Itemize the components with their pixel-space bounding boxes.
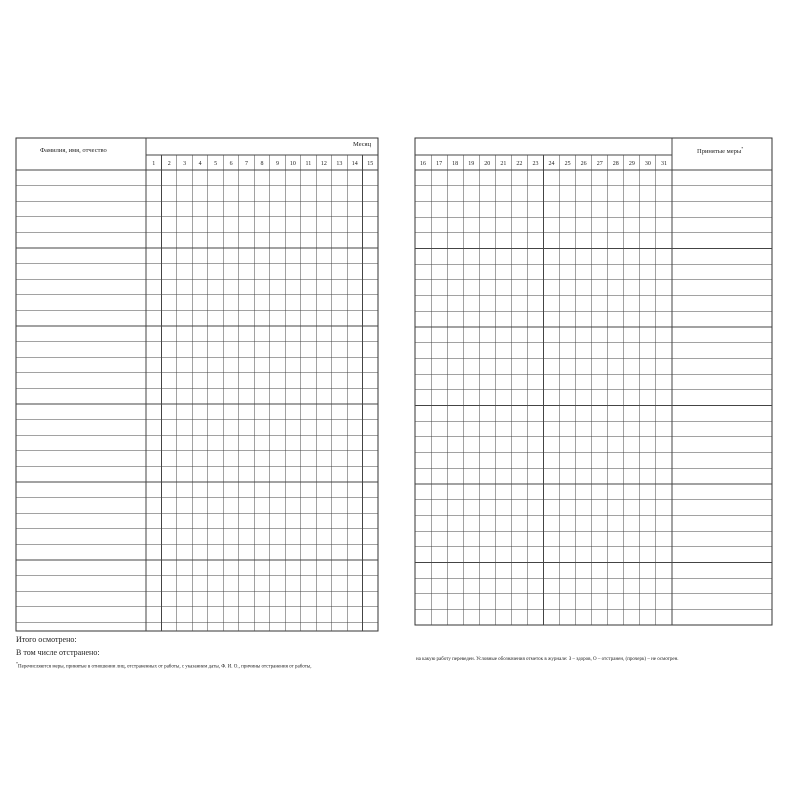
- day-number: 4: [198, 161, 202, 167]
- measures-column-header: [697, 145, 744, 155]
- day-number: 27: [596, 161, 603, 167]
- day-number: 3: [183, 161, 187, 167]
- day-number: 26: [580, 161, 587, 167]
- day-number: 13: [336, 161, 343, 167]
- measures-footnote-mark: *: [741, 145, 744, 151]
- day-number: 7: [245, 161, 249, 167]
- day-number: 14: [351, 161, 358, 167]
- day-number: 1: [152, 161, 156, 167]
- right-footnote-text: на какую работу переведен. Условные обозначения отметок в журнале: З – здоров, О – отстранен, (прочерк) – не осмотрен.: [416, 657, 679, 662]
- left-footnote-text: Перечисляются меры, принятые в отношении лиц, отстраненных от работы, с указанием даты, Ф. И. О., причины отстранения от работы,: [18, 664, 312, 670]
- month-header: Месяц: [353, 141, 372, 148]
- day-number: 24: [548, 161, 555, 167]
- measures-label: Принятые меры: [697, 148, 742, 155]
- left-table: [16, 138, 378, 631]
- day-number: 29: [628, 161, 635, 167]
- day-number: 28: [612, 161, 619, 167]
- day-number: 2: [167, 161, 171, 167]
- day-number: 30: [644, 161, 651, 167]
- day-number: 10: [289, 161, 296, 167]
- name-column-header: Фамилия, имя, отчество: [40, 147, 107, 154]
- total-examined-label: Итого осмотрено:: [16, 635, 77, 644]
- day-number: 20: [484, 161, 491, 167]
- day-number: 23: [532, 161, 539, 167]
- day-number: 21: [500, 161, 507, 167]
- left-footnote: [16, 661, 312, 670]
- day-number: 6: [229, 161, 233, 167]
- day-number: 31: [660, 161, 667, 167]
- day-number: 5: [214, 161, 218, 167]
- day-number: 12: [320, 161, 327, 167]
- including-suspended-label: В том числе отстранено:: [16, 648, 100, 657]
- left-table-frame: [16, 138, 378, 631]
- day-number: 22: [516, 161, 523, 167]
- right-table-frame: [415, 138, 772, 625]
- day-number: 8: [260, 161, 264, 167]
- day-number: 25: [564, 161, 571, 167]
- day-number: 16: [420, 161, 427, 167]
- day-number: 15: [367, 161, 374, 167]
- day-number: 18: [452, 161, 459, 167]
- footnote-mark: *: [16, 661, 18, 666]
- day-number: 9: [275, 161, 279, 167]
- day-number: 11: [305, 161, 312, 167]
- day-number: 19: [468, 161, 475, 167]
- day-number: 17: [436, 161, 443, 167]
- right-table: [415, 138, 772, 625]
